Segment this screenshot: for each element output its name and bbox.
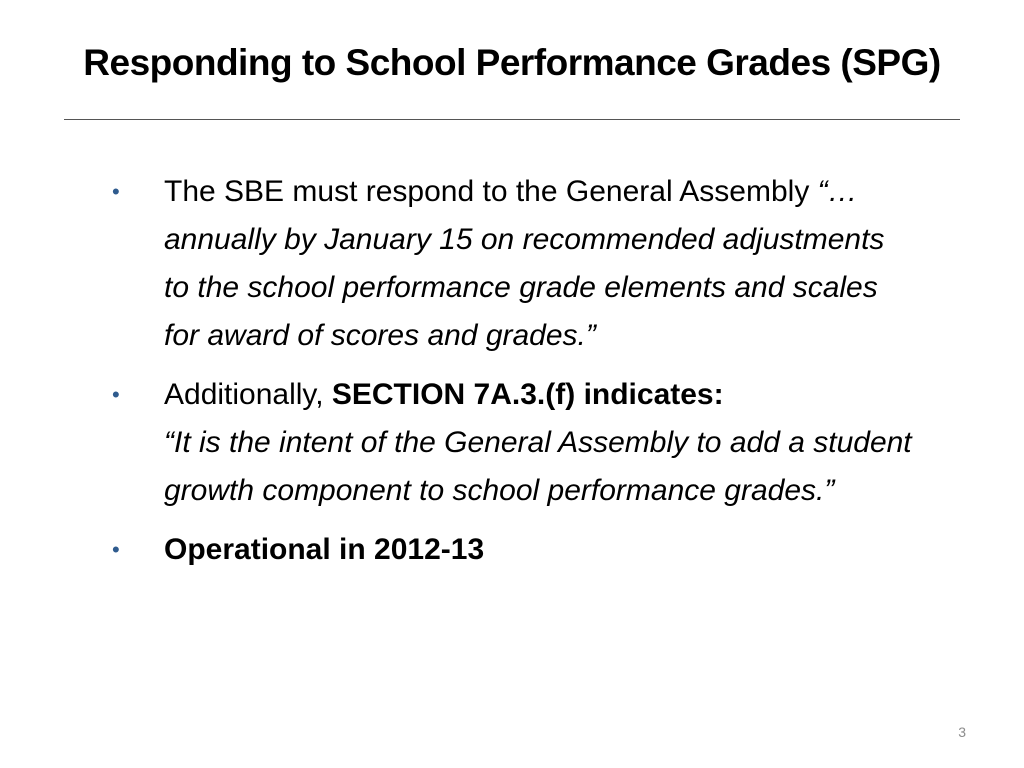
title-divider [64, 119, 960, 120]
slide-title: Responding to School Performance Grades (SPG) [83, 42, 941, 83]
bullet-text: Additionally, [164, 378, 332, 411]
page-number: 3 [958, 724, 966, 740]
bullet-bold-text: SECTION 7A.3.(f) indicates: [331, 378, 724, 411]
bullet-dot-icon: • [112, 382, 120, 407]
bullet-item-sbe-respond [112, 168, 912, 360]
bullet-quote: “…annually by January 15 on recommended adjustments to the school performance grade elements and scales for award of scores and grades.” [164, 175, 885, 352]
bullet-list [112, 168, 912, 585]
bullet-quote: “It is the intent of the General Assembly to add a student growth component to school performance grades.” [164, 426, 912, 507]
bullet-dot-icon: • [112, 179, 120, 204]
bullet-item-section-7a3f [112, 371, 912, 515]
bullet-text: The SBE must respond to the General Assembly [164, 175, 818, 208]
bullet-bold-text: Operational in 2012-13 [164, 533, 485, 566]
bullet-item-operational [112, 526, 912, 574]
bullet-dot-icon: • [112, 537, 120, 562]
